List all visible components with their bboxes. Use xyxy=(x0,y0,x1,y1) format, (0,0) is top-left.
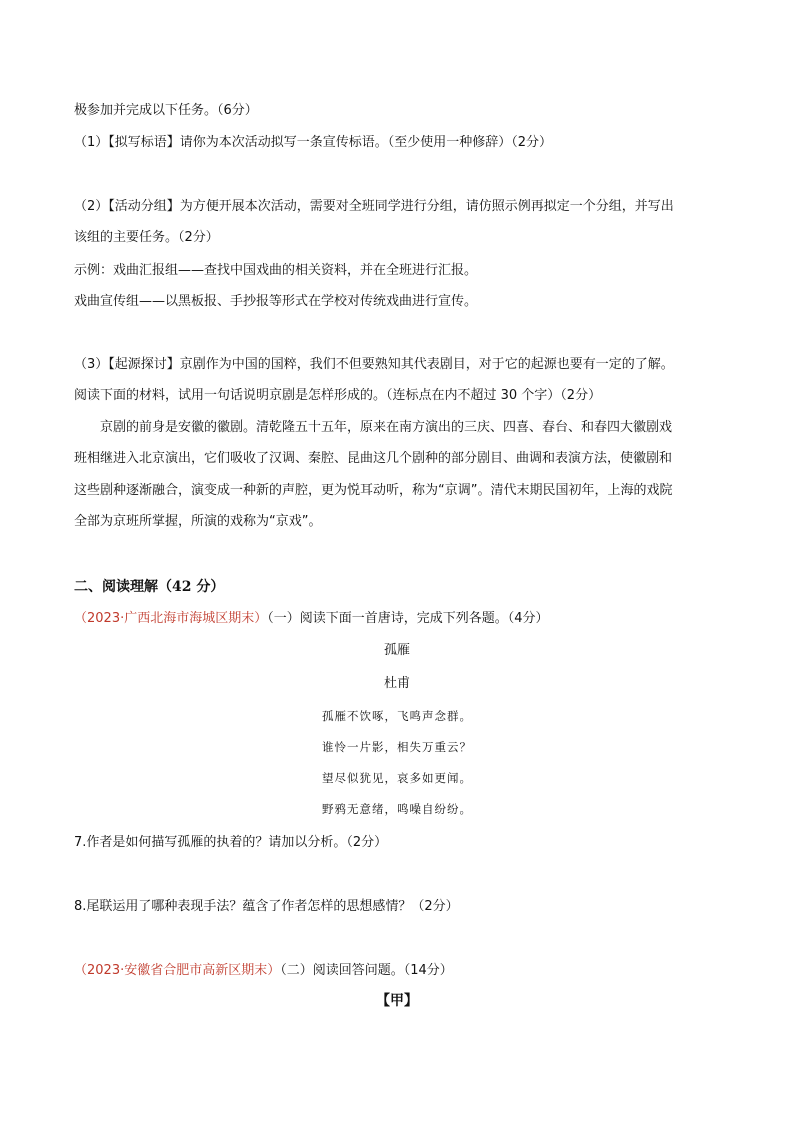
poem-author: 杜甫 xyxy=(383,676,410,691)
task-intro: 极参加并完成以下任务。（6分） xyxy=(74,103,258,118)
section-2-title: 二、阅读理解（42 分） xyxy=(74,579,225,595)
question-8: 8.尾联运用了哪种表现手法？蕴含了作者怎样的思想感情？（2分） xyxy=(74,899,459,914)
task-1-slogan: （1）【拟写标语】请你为本次活动拟写一条宣传标语。（至少使用一种修辞）（2分） xyxy=(74,135,553,150)
reading-2-intro: （二）阅读回答问题。（14分） xyxy=(280,963,453,978)
task-2-example-1: 示例：戏曲汇报组——查找中国戏曲的相关资料，并在全班进行汇报。 xyxy=(74,263,478,278)
task-3-line-1: （3）【起源探讨】京剧作为中国的国粹，我们不但要熟知其代表剧目，对于它的起源也要有一定的了解。 xyxy=(74,357,674,372)
task-2-example-2: 戏曲宣传组——以黑板报、手抄报等形式在学校对传统戏曲进行宣传。 xyxy=(74,294,478,309)
task-2-line-1: （2）【活动分组】为方便开展本次活动，需要对全班同学进行分组，请仿照示例再拟定一个分组，并写出 xyxy=(74,199,674,214)
material-line: 京剧的前身是安徽的徽剧。清乾隆五十五年，原来在南方演出的三庆、四喜、春台、和春四大徽剧戏 xyxy=(100,420,673,435)
poem-line: 野鸦无意绪，鸣噪自纷纷。 xyxy=(322,802,472,816)
reading-1-header xyxy=(74,609,734,629)
poem-title: 孤雁 xyxy=(383,643,410,658)
task-2-line-2: 该组的主要任务。（2分） xyxy=(74,230,219,245)
reading-2-source: （2023·安徽省合肥市高新区期末） xyxy=(74,963,281,978)
reading-1-source: （2023·广西北海市海城区期末） xyxy=(74,611,268,626)
poem-line: 望尽似犹见，哀多如更闻。 xyxy=(322,771,472,785)
task-3-line-2: 阅读下面的材料，试用一句话说明京剧是怎样形成的。（连标点在内不超过 30 个字）（2分） xyxy=(74,388,602,403)
material-line: 班相继进入北京演出，它们吸收了汉调、秦腔、昆曲这几个剧种的部分剧目、曲调和表演方法，使徽剧和 xyxy=(74,451,673,466)
poem-line: 谁怜一片影，相失万重云？ xyxy=(322,740,472,754)
part-jia-label: 【甲】 xyxy=(376,993,418,1009)
poem-line: 孤雁不饮啄，飞鸣声念群。 xyxy=(322,709,472,723)
reading-2-header xyxy=(74,961,734,981)
reading-1-intro: （一）阅读下面一首唐诗，完成下列各题。（4分） xyxy=(267,611,549,626)
material-line: 这些剧种逐渐融合，演变成一种新的声腔，更为悦耳动听，称为“京调”。清代末期民国初年，上海的戏院 xyxy=(74,483,673,498)
question-7: 7.作者是如何描写孤雁的执着的？请加以分析。（2分） xyxy=(74,835,388,850)
material-line: 全部为京班所掌握，所演的戏称为“京戏”。 xyxy=(74,514,322,529)
